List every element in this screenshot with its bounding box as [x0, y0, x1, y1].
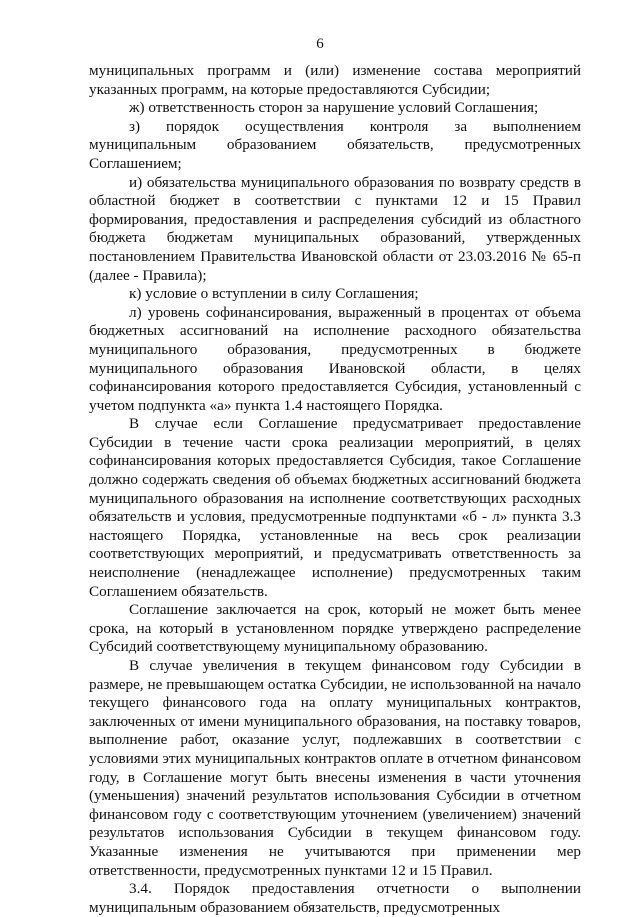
- paragraph-continuation: муниципальных программ и (или) изменение состава мероприятий указанных программ, на которые предоставляются Субсидии;: [89, 62, 581, 98]
- paragraph-section-3-4: 3.4. Порядок предоставления отчетности о выполнении муниципальным образованием обязательств, предусмотренных: [89, 880, 581, 916]
- paragraph-agreement-term: Соглашение заключается на срок, который не может быть менее срока, на который в установленном порядке утверждено распределение Субсидий соответствующему муниципальному образованию.: [89, 601, 581, 656]
- page-number: 6: [316, 36, 324, 52]
- paragraph-item-l: л) уровень софинансирования, выраженный в процентах от объема бюджетных ассигнований на исполнение расходного обязательства муниципального образования, предусмотренных в бюджете муниципального образования Ивановской области, в целях софинансирования которого предоставляется Субсидия, установленный с учетом подпункта «а» пункта 1.4 настоящего Порядка.: [89, 303, 581, 414]
- paragraph-item-zh: ж) ответственность сторон за нарушение условий Соглашения;: [129, 99, 539, 117]
- paragraph-item-k: к) условие о вступлении в силу Соглашения;: [129, 285, 419, 303]
- paragraph-subsidy-increase: В случае увеличения в текущем финансовом году Субсидии в размере, не превышающем остатка Субсидии, не использованной на начало текущего финансового года на оплату муниципальных контрактов, заключенных от имени муниципального образования, на поставку товаров, выполнение работ, оказание услуг, подлежавших в соответствии с условиями этих муниципальных контрактов оплате в отчетном финансовом году, в Соглашение могут быть внесены изменения в части уточнения (уменьшения) значений результатов использования Субсидии в отчетном финансовом году с соответствующим уточнением (увеличением) значений результатов использования Субсидии в текущем финансовом году. Указанные изменения не учитываются при применении мер ответственности, предусмотренных пунктами 12 и 15 Правил.: [89, 657, 581, 879]
- paragraph-item-z: з) порядок осуществления контроля за выполнением муниципальным образованием обязательств, предусмотренных Соглашением;: [89, 117, 581, 172]
- paragraph-item-i: и) обязательства муниципального образования по возврату средств в областной бюджет в соответствии с пунктами 12 и 15 Правил формирования, предоставления и распределения субсидий из областного бюджета бюджетам муниципальных образований, утвержденных постановлением Правительства Ивановской области от 23.03.2016 № 65-п (далее - Правила);: [89, 173, 581, 284]
- paragraph-partial-term: В случае если Соглашение предусматривает предоставление Субсидии в течение части срока реализации мероприятий, в целях софинансирования которых предоставляется Субсидия, такое Соглашение должно содержать сведения об объемах бюджетных ассигнований бюджета муниципального образования на исполнение соответствующих расходных обязательств и условия, предусмотренные подпунктами «б - л» пункта 3.3 настоящего Порядка, установленные на весь срок реализации соответствующих мероприятий, и предусматривать ответственность за неисполнение (ненадлежащее исполнение) предусмотренных таким Соглашением обязательств.: [89, 415, 581, 600]
- document-body: [89, 62, 581, 917]
